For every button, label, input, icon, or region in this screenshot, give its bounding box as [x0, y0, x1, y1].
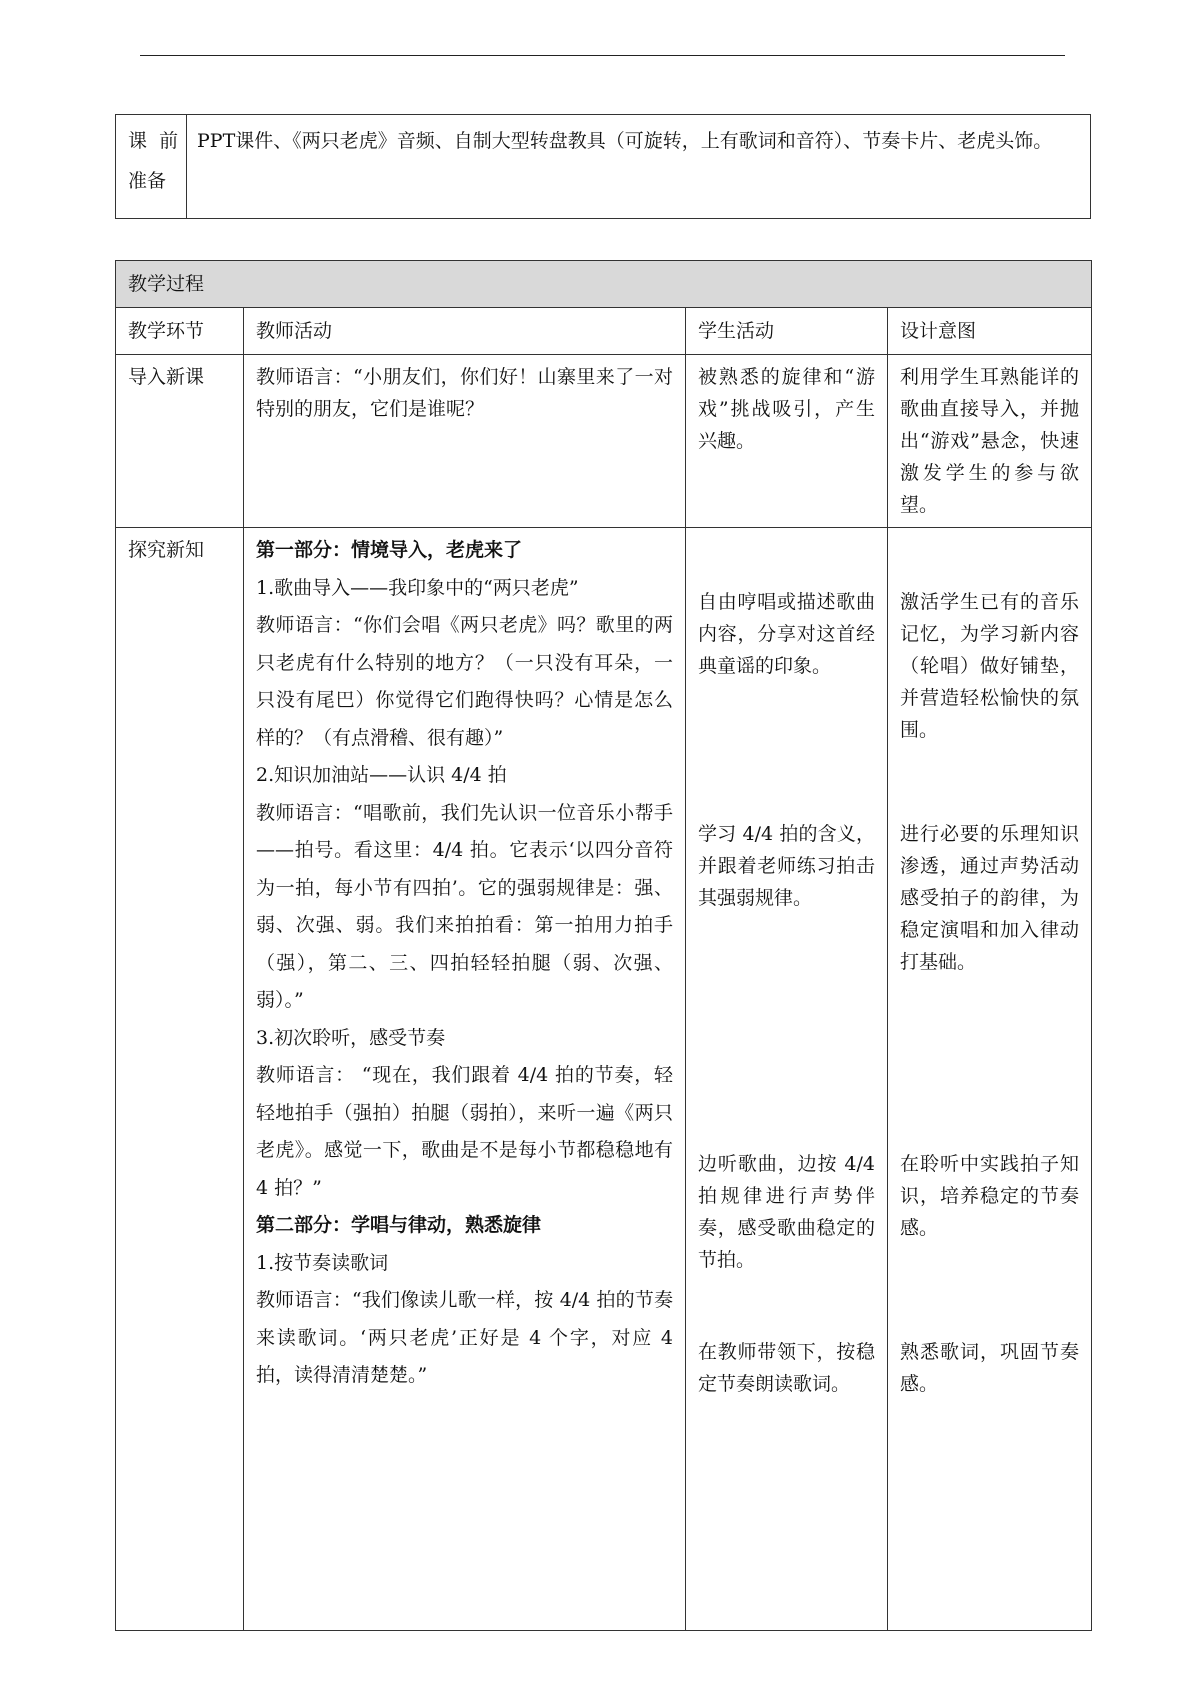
item1-intent: 激活学生已有的音乐记忆，为学习新内容（轮唱）做好铺垫，并营造轻松愉快的氛围。 [900, 591, 1080, 741]
item1-title: 1.歌曲导入——我印象中的“两只老虎” [256, 576, 579, 599]
item2-text: 教师语言：“唱歌前，我们先认识一位音乐小帮手——拍号。看这里：4/4 拍。它表示‘以四分音符为一拍，每小节有四拍’。它的强弱规律是：强、弱、次强、弱。我们来拍拍看：第一拍用力拍手（强），第二、三、四拍轻轻拍腿（弱、次强、弱）。” [256, 801, 673, 1011]
header-stage: 教学环节 [116, 308, 244, 355]
explore-stage: 探究新知 [116, 528, 244, 1631]
item1-text: 教师语言：“你们会唱《两只老虎》吗？歌里的两只老虎有什么特别的地方？（一只没有耳朵，一只没有尾巴）你觉得它们跑得快吗？心情是怎么样的？（有点滑稽、很有趣）” [256, 614, 673, 749]
header-row [116, 308, 1092, 355]
item4-intent: 熟悉歌词，巩固节奏感。 [900, 1341, 1080, 1395]
explore-teacher [244, 528, 686, 1631]
intro-intent: 利用学生耳熟能详的歌曲直接导入，并抛出“游戏”悬念，快速激发学生的参与欲望。 [888, 355, 1092, 528]
explore-intent [888, 528, 1092, 1631]
item2-intent: 进行必要的乐理知识渗透，通过声势活动感受拍子的韵律，为稳定演唱和加入律动打基础。 [900, 823, 1080, 973]
item3-title: 3.初次聆听，感受节奏 [256, 1026, 446, 1049]
intro-teacher: 教师语言：“小朋友们，你们好！山寨里来了一对特别的朋友，它们是谁呢？ [244, 355, 686, 528]
prep-table [115, 114, 1091, 219]
item4-title: 1.按节奏读歌词 [256, 1251, 389, 1274]
explore-student [686, 528, 888, 1631]
intro-student: 被熟悉的旋律和“游戏”挑战吸引，产生兴趣。 [686, 355, 888, 528]
part1-title: 第一部分：情境导入，老虎来了 [256, 539, 523, 561]
header-student: 学生活动 [686, 308, 888, 355]
section-title: 教学过程 [116, 261, 1092, 308]
prep-content: PPT课件、《两只老虎》音频、自制大型转盘教具（可旋转，上有歌词和音符）、节奏卡片、老虎头饰。 [187, 115, 1091, 219]
item3-intent: 在聆听中实践拍子知识，培养稳定的节奏感。 [900, 1153, 1080, 1239]
item2-student: 学习 4/4 拍的含义，并跟着老师练习拍击其强弱规律。 [698, 823, 875, 909]
item1-student: 自由哼唱或描述歌曲内容，分享对这首经典童谣的印象。 [698, 591, 875, 677]
prep-label-line1: 课 前 [128, 130, 179, 152]
header-intent: 设计意图 [888, 308, 1092, 355]
header-rule [140, 55, 1065, 56]
item4-text: 教师语言：“我们像读儿歌一样，按 4/4 拍的节奏来读歌词。‘两只老虎’正好是 4 个字，对应 4 拍，读得清清楚楚。” [256, 1289, 673, 1386]
intro-row [116, 355, 1092, 528]
item3-text: 教师语言： “现在，我们跟着 4/4 拍的节奏，轻轻地拍手（强拍）拍腿（弱拍），来听一遍《两只老虎》。感觉一下，歌曲是不是每小节都稳稳地有 4 拍？” [256, 1064, 673, 1199]
part2-title: 第二部分：学唱与律动，熟悉旋律 [256, 1214, 542, 1236]
item4-student: 在教师带领下，按稳定节奏朗读歌词。 [698, 1341, 875, 1395]
item2-title: 2.知识加油站——认识 4/4 拍 [256, 764, 507, 786]
explore-row [116, 528, 1092, 1631]
process-table [115, 260, 1092, 1631]
header-teacher: 教师活动 [244, 308, 686, 355]
intro-stage: 导入新课 [116, 355, 244, 528]
prep-label [116, 115, 187, 219]
item3-student: 边听歌曲，边按 4/4 拍规律进行声势伴奏，感受歌曲稳定的节拍。 [698, 1153, 875, 1271]
prep-label-line2: 准备 [128, 170, 167, 192]
